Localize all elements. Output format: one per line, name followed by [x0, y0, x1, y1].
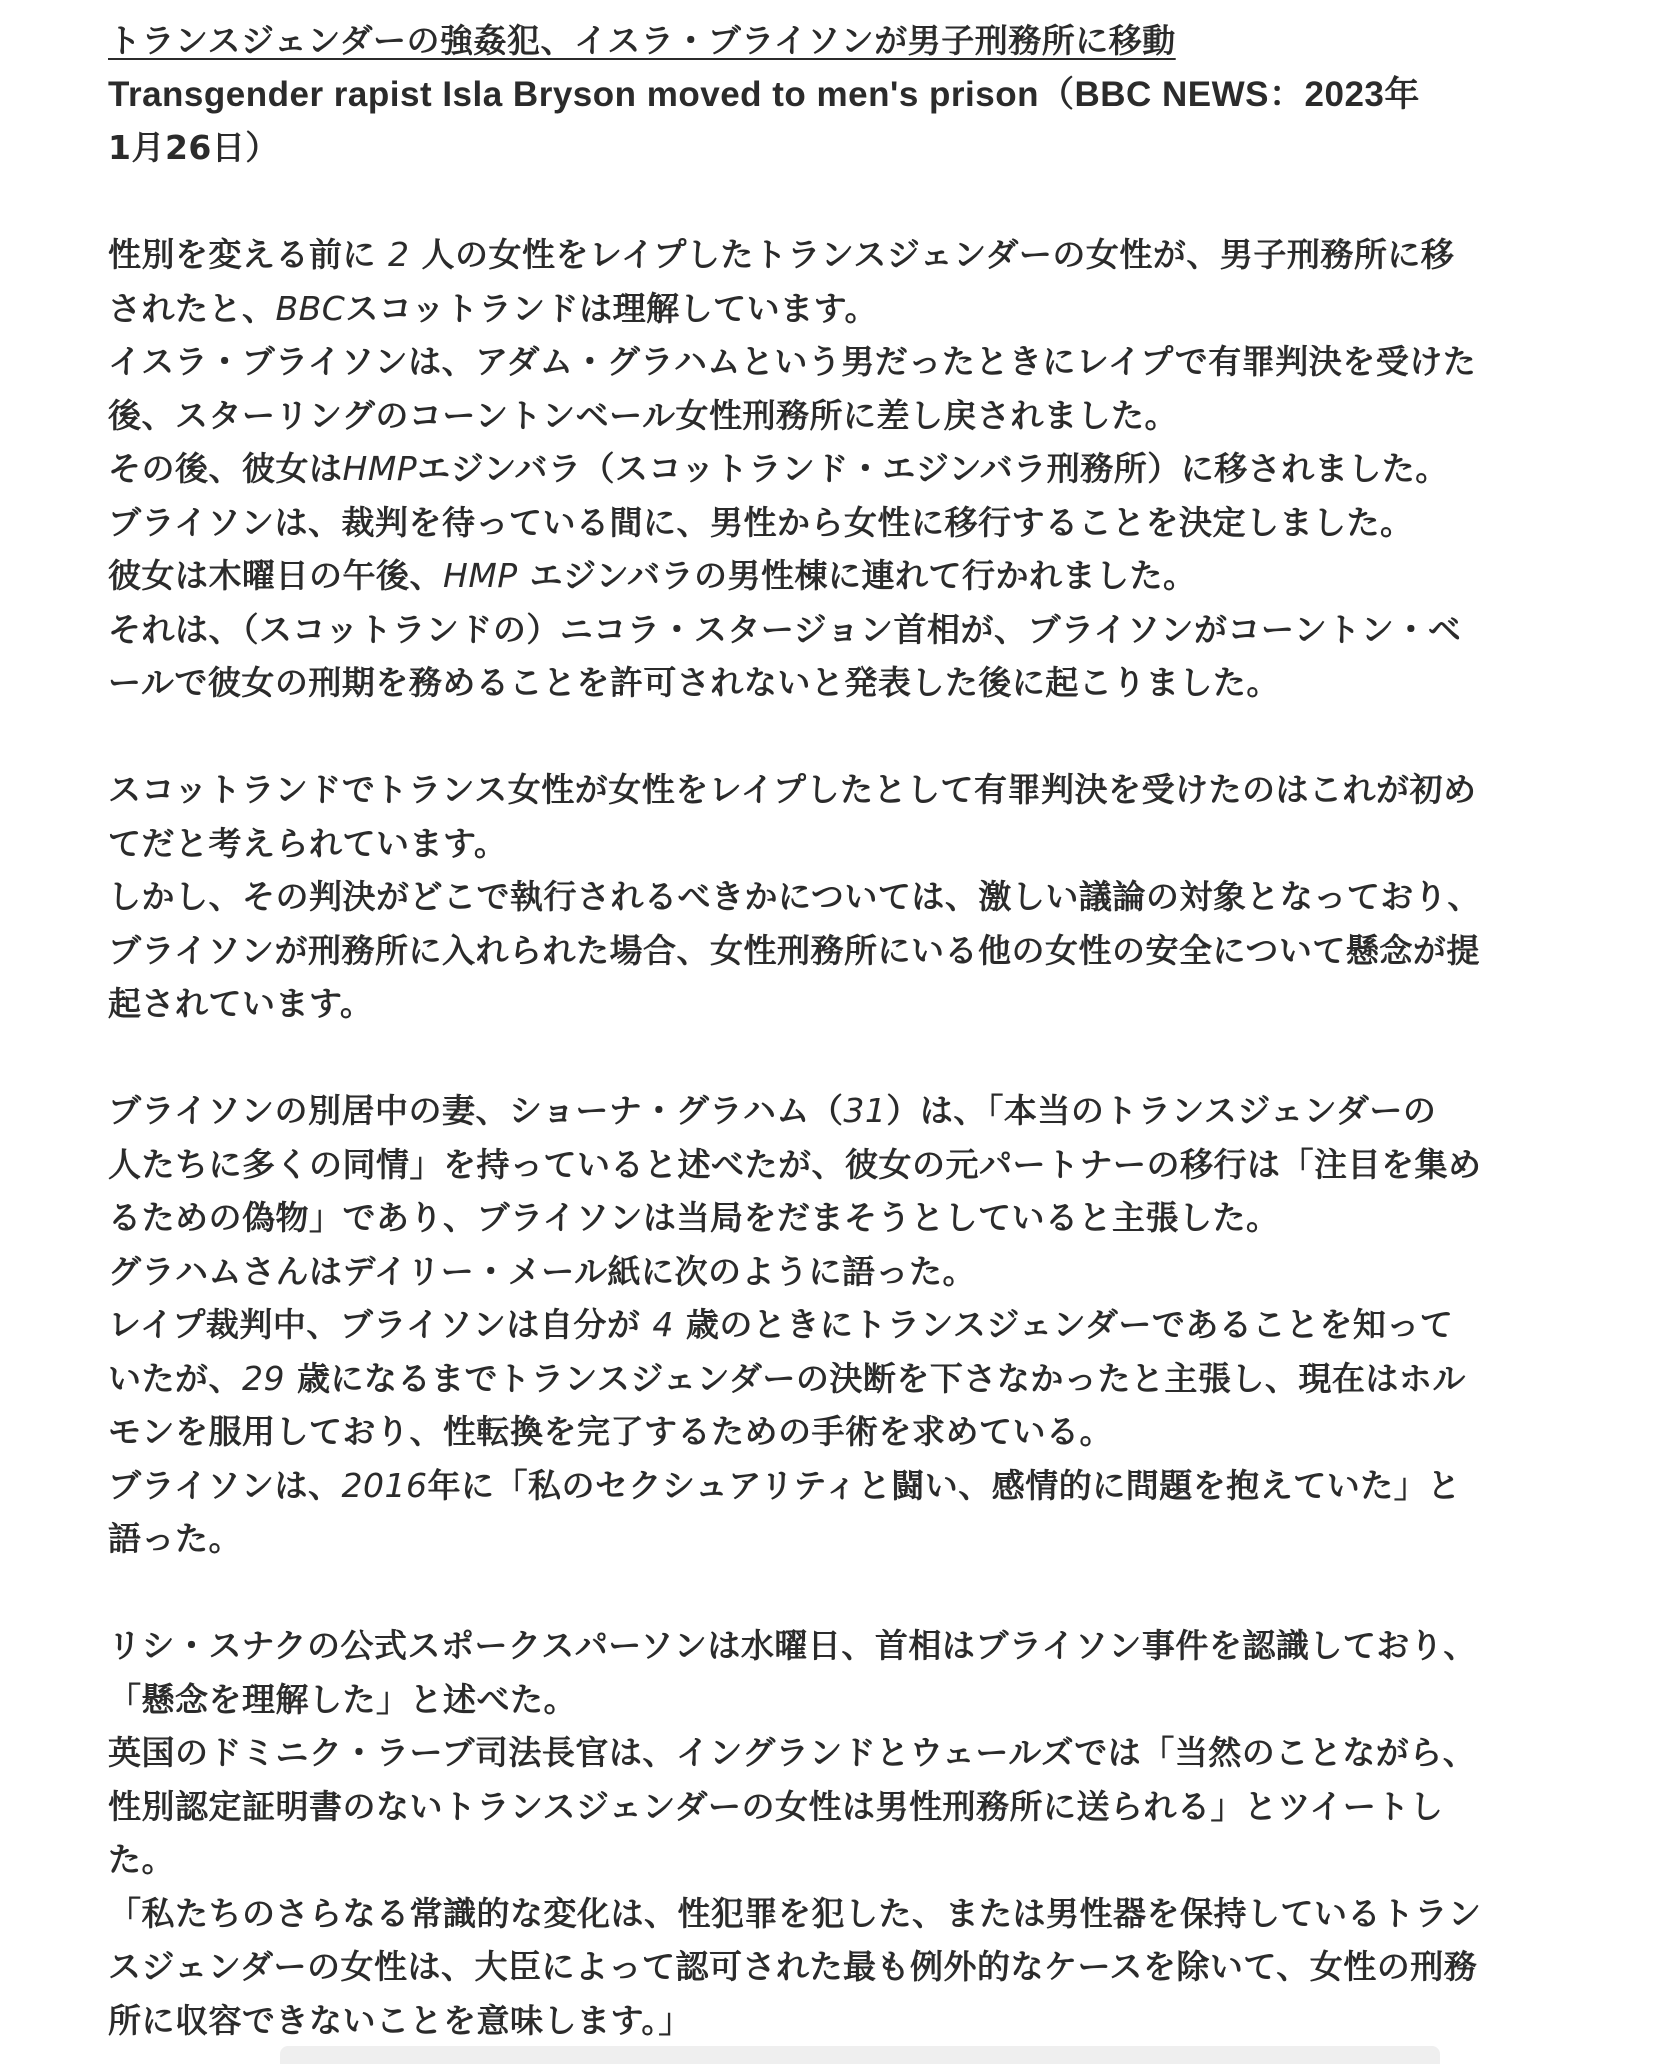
source-line-2: 1月26日）: [108, 128, 279, 167]
text-run: 後、スターリングのコーントンベール女性刑務所に差し戻されました。: [108, 395, 1179, 435]
text-run: 歳になるまでトランスジェンダーの決断を下さなかったと主張し、現在はホル: [285, 1358, 1466, 1398]
text-line: [108, 282, 1568, 336]
text-run: エジンバラ（スコットランド・エジンバラ刑務所）に移されました。: [417, 449, 1449, 488]
text-run: るための偽物」であり、ブライソンは当局をだまそうとしていると主張した。: [108, 1198, 1280, 1237]
text-line: [108, 442, 1568, 496]
text-run: ブライソンは、裁判を待っている間に、男性から女性に移行することを決定しました。: [108, 502, 1414, 542]
article-title-link[interactable]: トランスジェンダーの強姦犯、イスラ・ブライソンが男子刑務所に移動: [108, 21, 1176, 60]
italic-run: 2: [388, 235, 410, 274]
text-line: [108, 1084, 1568, 1138]
text-line: [108, 1459, 1568, 1513]
text-run: 年に「私のセクシュアリティと闘い、感情的に問題を抱えていた」と: [427, 1465, 1461, 1505]
text-line: [108, 1405, 1568, 1459]
text-run: 語った。: [108, 1519, 242, 1558]
text-line: [108, 763, 1568, 817]
text-run: ブライソンは、: [108, 1465, 342, 1505]
text-run: 起されています。: [108, 984, 374, 1023]
text-line: [108, 870, 1568, 924]
paragraph-spacer: [108, 710, 1568, 764]
text-line: [108, 1780, 1568, 1834]
text-run: てだと考えられています。: [108, 823, 508, 863]
article-title-line: [108, 14, 1568, 68]
text-run: 性別を変える前に: [108, 235, 388, 274]
text-line: [108, 603, 1568, 657]
text-line: [108, 1298, 1568, 1352]
italic-run: HMP: [443, 556, 518, 595]
text-run: た。: [108, 1840, 175, 1879]
paragraph: [108, 228, 1568, 710]
paragraph: [108, 1084, 1568, 1566]
text-line: [108, 228, 1568, 282]
text-run: ールで彼女の刑期を務めることを許可されないと発表した後に起こりました。: [108, 663, 1280, 702]
text-line: [108, 924, 1568, 978]
paragraph: [108, 763, 1568, 1031]
paragraph-spacer: [108, 1031, 1568, 1085]
text-line: [108, 549, 1568, 603]
text-run: 英国のドミニク・ラーブ司法長官は、イングランドとウェールズでは「当然のことながら、: [108, 1733, 1477, 1772]
text-line: [108, 335, 1568, 389]
text-line: [108, 1512, 1568, 1566]
text-run: 性別認定証明書のないトランスジェンダーの女性は男性刑務所に送られる」とツイートし: [108, 1786, 1444, 1826]
text-run: 彼女は木曜日の午後、: [108, 556, 443, 595]
text-line: [108, 1245, 1568, 1299]
text-line: [108, 1726, 1568, 1780]
text-run: 「懸念を理解した」と述べた。: [108, 1679, 577, 1719]
text-run: イスラ・ブライソンは、アダム・グラハムという男だったときにレイプで有罪判決を受けた: [108, 342, 1477, 381]
text-line: [108, 1994, 1568, 2048]
text-run: スジェンダーの女性は、大臣によって認可された最も例外的なケースを除いて、女性の刑務: [108, 1947, 1478, 1986]
italic-run: HMP: [342, 449, 418, 488]
bottom-bar: [280, 2046, 1440, 2064]
article-body: [108, 175, 1568, 2048]
text-line: [108, 977, 1568, 1031]
italic-run: 29: [242, 1358, 285, 1398]
text-run: ブライソンが刑務所に入れられた場合、女性刑務所にいる他の女性の安全について懸念が提: [108, 930, 1480, 970]
text-run: されたと、: [108, 288, 276, 328]
text-line: [108, 1833, 1568, 1887]
text-run: ブライソンの別居中の妻、ショーナ・グラハム（: [108, 1091, 844, 1130]
text-line: [108, 817, 1568, 871]
article-document: [108, 14, 1568, 2047]
paragraph-spacer: [108, 175, 1568, 229]
paragraph: [108, 1619, 1568, 2047]
text-line: [108, 1887, 1568, 1941]
text-line: [108, 1352, 1568, 1406]
text-run: スコットランドは理解しています。: [345, 288, 879, 328]
paragraph-spacer: [108, 1566, 1568, 1620]
text-line: [108, 1191, 1568, 1245]
text-run: グラハムさんはデイリー・メール紙に次のように語った。: [108, 1251, 977, 1291]
text-run: 人の女性をレイプしたトランスジェンダーの女性が、男子刑務所に移: [409, 235, 1455, 274]
text-run: 歳のときにトランスジェンダーであることを知って: [673, 1305, 1454, 1344]
text-line: [108, 656, 1568, 710]
text-run: レイプ裁判中、ブライソンは自分が: [108, 1305, 653, 1344]
text-run: 「私たちのさらなる常識的な変化は、性犯罪を犯した、または男性器を保持しているトラン: [108, 1893, 1482, 1933]
text-run: その後、彼女は: [108, 449, 343, 488]
italic-run: 2016: [341, 1465, 428, 1505]
italic-run: BBC: [275, 288, 346, 328]
text-run: ）は、「本当のトランスジェンダーの: [886, 1091, 1437, 1130]
text-run: それは、（スコットランドの）ニコラ・スタージョン首相が、ブライソンがコーントン・ベ: [108, 609, 1462, 649]
text-line: [108, 1673, 1568, 1727]
text-line: [108, 496, 1568, 550]
text-run: 所に収容できないことを意味します。」: [108, 2000, 692, 2040]
italic-run: 4: [652, 1305, 674, 1344]
text-line: [108, 1940, 1568, 1994]
text-line: [108, 389, 1568, 443]
text-run: いたが、: [108, 1358, 242, 1398]
text-run: エジンバラの男性棟に連れて行かれました。: [517, 556, 1197, 595]
source-line-1: Transgender rapist Isla Bryson moved to men's prison（BBC NEWS：2023年: [108, 74, 1420, 114]
italic-run: 31: [843, 1091, 887, 1130]
text-line: [108, 1619, 1568, 1673]
text-run: 人たちに多くの同情」を持っていると述べたが、彼女の元パートナーの移行は「注目を集め: [108, 1144, 1482, 1184]
text-run: リシ・スナクの公式スポークスパーソンは水曜日、首相はブライソン事件を認識しており、: [108, 1626, 1477, 1665]
text-line: [108, 1138, 1568, 1192]
text-run: しかし、その判決がどこで執行されるべきかについては、激しい議論の対象となっており、: [108, 877, 1481, 916]
text-run: モンを服用しており、性転換を完了するための手術を求めている。: [108, 1412, 1113, 1451]
text-run: スコットランドでトランス女性が女性をレイプしたとして有罪判決を受けたのはこれが初め: [108, 770, 1477, 809]
